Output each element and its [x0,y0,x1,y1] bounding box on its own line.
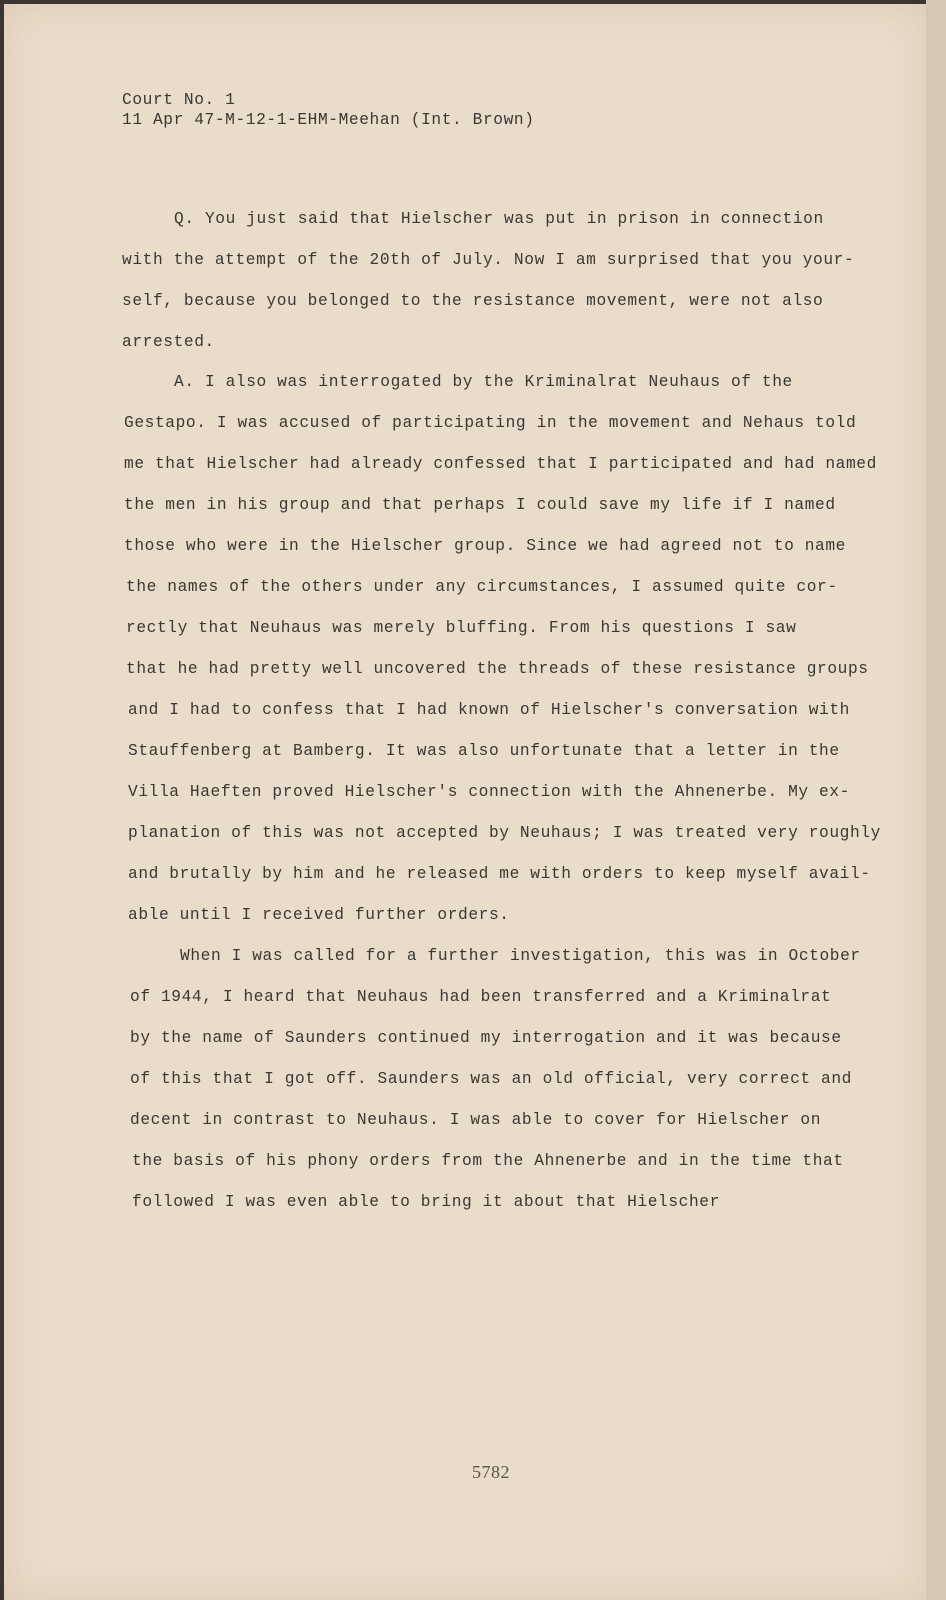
page-edge [926,0,946,1600]
text-line: of this that I got off. Saunders was an old official, very correct and [130,1070,852,1088]
session-reference: 11 Apr 47-M-12-1-EHM-Meehan (Int. Brown) [122,111,535,129]
text-line: A. I also was interrogated by the Kriminalrat Neuhaus of the [174,373,793,391]
text-line: Villa Haeften proved Hielscher's connection with the Ahnenerbe. My ex- [128,783,850,801]
text-line: those who were in the Hielscher group. Since we had agreed not to name [124,537,846,555]
text-line: me that Hielscher had already confessed that I participated and had named [124,455,877,473]
text-line: Gestapo. I was accused of participating in the movement and Nehaus told [124,414,857,432]
document-page [4,4,926,1600]
text-line: followed I was even able to bring it about that Hielscher [132,1193,720,1211]
text-line: and brutally by him and he released me with orders to keep myself avail- [128,865,871,883]
text-line: of 1944, I heard that Neuhaus had been transferred and a Kriminalrat [130,988,832,1006]
text-line: the names of the others under any circumstances, I assumed quite cor- [126,578,838,596]
text-line: with the attempt of the 20th of July. Now I am surprised that you your- [122,251,855,269]
text-line: able until I received further orders. [128,906,510,924]
text-line: the basis of his phony orders from the Ahnenerbe and in the time that [132,1152,844,1170]
text-line: When I was called for a further investigation, this was in October [180,947,861,965]
text-line: Stauffenberg at Bamberg. It was also unfortunate that a letter in the [128,742,840,760]
court-number: Court No. 1 [122,91,236,109]
text-line: Q. You just said that Hielscher was put in prison in connection [174,210,824,228]
text-line: planation of this was not accepted by Neuhaus; I was treated very roughly [128,824,881,842]
text-line: that he had pretty well uncovered the threads of these resistance groups [126,660,869,678]
page-number: 5782 [472,1462,510,1482]
text-line: by the name of Saunders continued my interrogation and it was because [130,1029,842,1047]
text-line: decent in contrast to Neuhaus. I was able to cover for Hielscher on [130,1111,822,1129]
text-line: arrested. [122,333,215,351]
text-line: and I had to confess that I had known of Hielscher's conversation with [128,701,850,719]
text-line: the men in his group and that perhaps I could save my life if I named [124,496,836,514]
text-line: self, because you belonged to the resistance movement, were not also [122,292,824,310]
text-line: rectly that Neuhaus was merely bluffing. From his questions I saw [126,619,797,637]
